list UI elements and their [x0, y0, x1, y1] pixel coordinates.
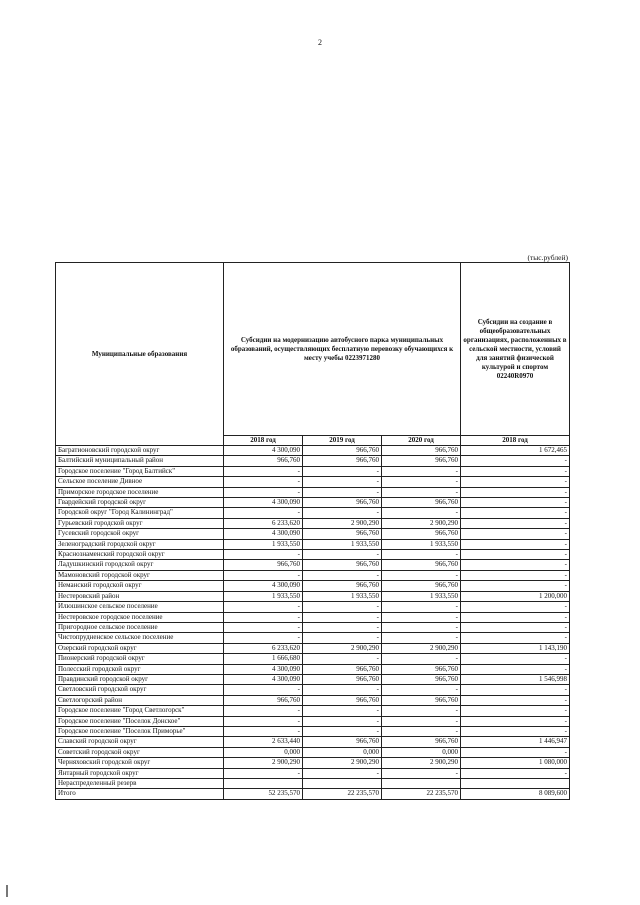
- amount-cell: -: [382, 622, 461, 632]
- amount-cell: -: [461, 456, 570, 466]
- municipality-name: Ладушкинский городской округ: [56, 560, 224, 570]
- amount-cell: 1 933,550: [224, 591, 303, 601]
- amount-cell: 966,760: [382, 737, 461, 747]
- municipality-name: Светловский городской округ: [56, 685, 224, 695]
- amount-cell: -: [303, 685, 382, 695]
- amount-cell: -: [461, 581, 570, 591]
- amount-cell: -: [461, 550, 570, 560]
- amount-cell: 1 933,550: [224, 539, 303, 549]
- amount-cell: 966,760: [303, 674, 382, 684]
- table-row: [56, 539, 570, 549]
- municipality-name: Нестеровский район: [56, 591, 224, 601]
- amount-cell: 966,760: [382, 560, 461, 570]
- amount-cell: -: [303, 466, 382, 476]
- table-row: [56, 737, 570, 747]
- amount-cell: 2 900,290: [382, 518, 461, 528]
- table-row: [56, 581, 570, 591]
- amount-cell: -: [461, 612, 570, 622]
- amount-cell: 22 235,570: [303, 789, 382, 799]
- amount-cell: -: [224, 570, 303, 580]
- municipality-name: Городское поселение "Город Балтийск": [56, 466, 224, 476]
- unit-note: (тыс.рублей): [527, 253, 568, 262]
- table-row: [56, 758, 570, 768]
- amount-cell: -: [303, 477, 382, 487]
- amount-cell: -: [382, 726, 461, 736]
- amount-cell: -: [303, 612, 382, 622]
- amount-cell: 0,000: [303, 747, 382, 757]
- amount-cell: -: [461, 768, 570, 778]
- amount-cell: 966,760: [303, 529, 382, 539]
- table-row: [56, 706, 570, 716]
- amount-cell: -: [461, 716, 570, 726]
- municipality-name: Итого: [56, 789, 224, 799]
- table-row: [56, 591, 570, 601]
- amount-cell: -: [224, 612, 303, 622]
- municipality-name: Нестеровское городское поселение: [56, 612, 224, 622]
- amount-cell: -: [382, 716, 461, 726]
- amount-cell: 966,760: [303, 664, 382, 674]
- amount-cell: -: [382, 570, 461, 580]
- amount-cell: 52 235,570: [224, 789, 303, 799]
- amount-cell: 4 300,090: [224, 581, 303, 591]
- amount-cell: -: [303, 633, 382, 643]
- table-row: [56, 664, 570, 674]
- municipality-name: Янтарный городской округ: [56, 768, 224, 778]
- table-row: [56, 695, 570, 705]
- amount-cell: 2 900,290: [303, 643, 382, 653]
- amount-cell: -: [303, 654, 382, 664]
- amount-cell: -: [224, 716, 303, 726]
- amount-cell: -: [303, 726, 382, 736]
- amount-cell: -: [461, 518, 570, 528]
- municipality-name: Светлогорский район: [56, 695, 224, 705]
- municipality-name: Городское поселение "Поселок Донское": [56, 716, 224, 726]
- amount-cell: -: [303, 716, 382, 726]
- amount-cell: 966,760: [382, 664, 461, 674]
- amount-cell: -: [382, 685, 461, 695]
- municipality-name: Полесский городской округ: [56, 664, 224, 674]
- amount-cell: 966,760: [382, 498, 461, 508]
- amount-cell: -: [382, 487, 461, 497]
- table-row: [56, 768, 570, 778]
- amount-cell: 1 143,190: [461, 643, 570, 653]
- table-row: [56, 622, 570, 632]
- table-row: [56, 560, 570, 570]
- amount-cell: -: [303, 570, 382, 580]
- amount-cell: 966,760: [303, 581, 382, 591]
- amount-cell: 0,000: [382, 747, 461, 757]
- amount-cell: -: [382, 706, 461, 716]
- amount-cell: -: [224, 466, 303, 476]
- amount-cell: -: [461, 654, 570, 664]
- table-row: [56, 747, 570, 757]
- municipality-name: Озерский городской округ: [56, 643, 224, 653]
- amount-cell: 966,760: [224, 695, 303, 705]
- amount-cell: -: [382, 508, 461, 518]
- amount-cell: 1 080,000: [461, 758, 570, 768]
- municipality-name: Черняховский городской округ: [56, 758, 224, 768]
- amount-cell: -: [382, 602, 461, 612]
- amount-cell: -: [382, 477, 461, 487]
- header-year: 2018 год: [224, 436, 303, 446]
- amount-cell: -: [303, 768, 382, 778]
- table-row: [56, 508, 570, 518]
- amount-cell: 4 300,090: [224, 498, 303, 508]
- amount-cell: 6 233,620: [224, 518, 303, 528]
- amount-cell: -: [224, 487, 303, 497]
- table-row: [56, 518, 570, 528]
- amount-cell: [461, 779, 570, 789]
- amount-cell: 1 933,550: [303, 591, 382, 601]
- amount-cell: 1 933,550: [382, 539, 461, 549]
- table-row: [56, 779, 570, 789]
- amount-cell: 1 546,998: [461, 674, 570, 684]
- amount-cell: 2 900,290: [382, 643, 461, 653]
- amount-cell: -: [461, 466, 570, 476]
- table-row: [56, 570, 570, 580]
- amount-cell: 966,760: [382, 446, 461, 456]
- municipality-name: Приморское городское поселение: [56, 487, 224, 497]
- amount-cell: -: [461, 633, 570, 643]
- amount-cell: -: [461, 560, 570, 570]
- municipality-name: Городской округ "Город Калининград": [56, 508, 224, 518]
- municipality-name: Илюшинское сельское поселение: [56, 602, 224, 612]
- amount-cell: -: [461, 747, 570, 757]
- header-row: [56, 263, 570, 436]
- table-row: [56, 716, 570, 726]
- table-row: [56, 685, 570, 695]
- amount-cell: -: [224, 622, 303, 632]
- amount-cell: -: [224, 685, 303, 695]
- amount-cell: 1 666,680: [224, 654, 303, 664]
- amount-cell: 966,760: [303, 560, 382, 570]
- header-year: 2019 год: [303, 436, 382, 446]
- table-body: [56, 446, 570, 800]
- table-row: [56, 466, 570, 476]
- amount-cell: 966,760: [303, 456, 382, 466]
- amount-cell: -: [461, 539, 570, 549]
- amount-cell: -: [461, 498, 570, 508]
- table-row: [56, 654, 570, 664]
- municipality-name: Балтийский муниципальный район: [56, 456, 224, 466]
- table-row: [56, 612, 570, 622]
- amount-cell: -: [461, 508, 570, 518]
- municipality-name: Неманский городской округ: [56, 581, 224, 591]
- table-row: [56, 446, 570, 456]
- table-row: [56, 643, 570, 653]
- amount-cell: -: [224, 706, 303, 716]
- amount-cell: 966,760: [224, 560, 303, 570]
- amount-cell: -: [224, 633, 303, 643]
- amount-cell: -: [382, 612, 461, 622]
- amount-cell: -: [461, 664, 570, 674]
- amount-cell: 4 300,090: [224, 529, 303, 539]
- table-row: [56, 529, 570, 539]
- table-row: [56, 487, 570, 497]
- header-year: 2018 год: [461, 436, 570, 446]
- amount-cell: 2 900,290: [382, 758, 461, 768]
- table-row: [56, 477, 570, 487]
- amount-cell: 6 233,620: [224, 643, 303, 653]
- header-year: 2020 год: [382, 436, 461, 446]
- subsidy-table: [55, 262, 570, 800]
- total-row: [56, 789, 570, 799]
- municipality-name: Гвардейский городской округ: [56, 498, 224, 508]
- amount-cell: 966,760: [303, 737, 382, 747]
- amount-cell: 966,760: [303, 446, 382, 456]
- amount-cell: [303, 779, 382, 789]
- amount-cell: -: [461, 706, 570, 716]
- amount-cell: 1 933,550: [382, 591, 461, 601]
- table-row: [56, 456, 570, 466]
- amount-cell: -: [461, 570, 570, 580]
- amount-cell: -: [224, 726, 303, 736]
- amount-cell: -: [303, 550, 382, 560]
- amount-cell: -: [224, 508, 303, 518]
- municipality-name: Советский городской округ: [56, 747, 224, 757]
- municipality-name: Славский городской округ: [56, 737, 224, 747]
- header-sport-subsidy: Субсидии на создание в общеобразовательных организациях, расположенных в сельской местности, условий для занятий физической культурой и спортом 02240R0970: [461, 263, 570, 436]
- municipality-name: Гурьевский городской округ: [56, 518, 224, 528]
- table-row: [56, 550, 570, 560]
- amount-cell: 1 672,465: [461, 446, 570, 456]
- table-row: [56, 602, 570, 612]
- amount-cell: 4 300,090: [224, 446, 303, 456]
- municipality-name: Городское поселение "Город Светлогорск": [56, 706, 224, 716]
- amount-cell: -: [382, 466, 461, 476]
- amount-cell: 966,760: [303, 695, 382, 705]
- table-row: [56, 726, 570, 736]
- amount-cell: 2 900,290: [303, 518, 382, 528]
- amount-cell: 1 933,550: [303, 539, 382, 549]
- municipality-name: Сельское поселение Дивное: [56, 477, 224, 487]
- municipality-name: Городское поселение "Поселок Приморье": [56, 726, 224, 736]
- scan-mark: [6, 885, 8, 897]
- amount-cell: -: [461, 695, 570, 705]
- amount-cell: 966,760: [382, 529, 461, 539]
- amount-cell: 966,760: [382, 456, 461, 466]
- amount-cell: -: [224, 550, 303, 560]
- amount-cell: 2 633,440: [224, 737, 303, 747]
- subsidy-table-container: [55, 262, 569, 800]
- municipality-name: Пригородное сельское поселение: [56, 622, 224, 632]
- amount-cell: -: [461, 529, 570, 539]
- amount-cell: -: [382, 654, 461, 664]
- municipality-name: Мамоновский городской округ: [56, 570, 224, 580]
- amount-cell: -: [461, 477, 570, 487]
- amount-cell: 22 235,570: [382, 789, 461, 799]
- amount-cell: 8 089,600: [461, 789, 570, 799]
- amount-cell: [224, 779, 303, 789]
- amount-cell: 2 900,290: [303, 758, 382, 768]
- amount-cell: 966,760: [382, 674, 461, 684]
- amount-cell: -: [461, 622, 570, 632]
- page-number: 2: [318, 38, 322, 47]
- amount-cell: -: [224, 477, 303, 487]
- municipality-name: Зеленоградский городской округ: [56, 539, 224, 549]
- header-municipalities: Муниципальные образования: [56, 263, 224, 446]
- amount-cell: 4 300,090: [224, 674, 303, 684]
- municipality-name: Чистопрудненское сельское поселение: [56, 633, 224, 643]
- amount-cell: -: [303, 487, 382, 497]
- table-row: [56, 633, 570, 643]
- amount-cell: 966,760: [224, 456, 303, 466]
- municipality-name: Правдинский городской округ: [56, 674, 224, 684]
- header-bus-subsidy: Субсидии на модернизацию автобусного парка муниципальных образований, осуществляющих бесплатную перевозку обучающихся к месту учебы 0223971280: [224, 263, 461, 436]
- table-row: [56, 674, 570, 684]
- amount-cell: -: [461, 685, 570, 695]
- amount-cell: 2 900,290: [224, 758, 303, 768]
- amount-cell: -: [303, 622, 382, 632]
- amount-cell: [382, 779, 461, 789]
- amount-cell: -: [461, 602, 570, 612]
- amount-cell: 966,760: [382, 581, 461, 591]
- municipality-name: Пионерский городской округ: [56, 654, 224, 664]
- amount-cell: -: [303, 706, 382, 716]
- municipality-name: Гусевский городской округ: [56, 529, 224, 539]
- amount-cell: -: [224, 602, 303, 612]
- amount-cell: 1 446,947: [461, 737, 570, 747]
- table-row: [56, 498, 570, 508]
- amount-cell: 1 200,000: [461, 591, 570, 601]
- amount-cell: 4 300,090: [224, 664, 303, 674]
- amount-cell: -: [461, 726, 570, 736]
- amount-cell: 966,760: [382, 695, 461, 705]
- amount-cell: -: [224, 768, 303, 778]
- amount-cell: -: [461, 487, 570, 497]
- amount-cell: 0,000: [224, 747, 303, 757]
- amount-cell: -: [382, 768, 461, 778]
- municipality-name: Багратионовский городской округ: [56, 446, 224, 456]
- amount-cell: -: [303, 508, 382, 518]
- amount-cell: -: [303, 602, 382, 612]
- municipality-name: Краснознаменский городской округ: [56, 550, 224, 560]
- amount-cell: -: [382, 550, 461, 560]
- municipality-name: Нераспределенный резерв: [56, 779, 224, 789]
- amount-cell: -: [382, 633, 461, 643]
- amount-cell: 966,760: [303, 498, 382, 508]
